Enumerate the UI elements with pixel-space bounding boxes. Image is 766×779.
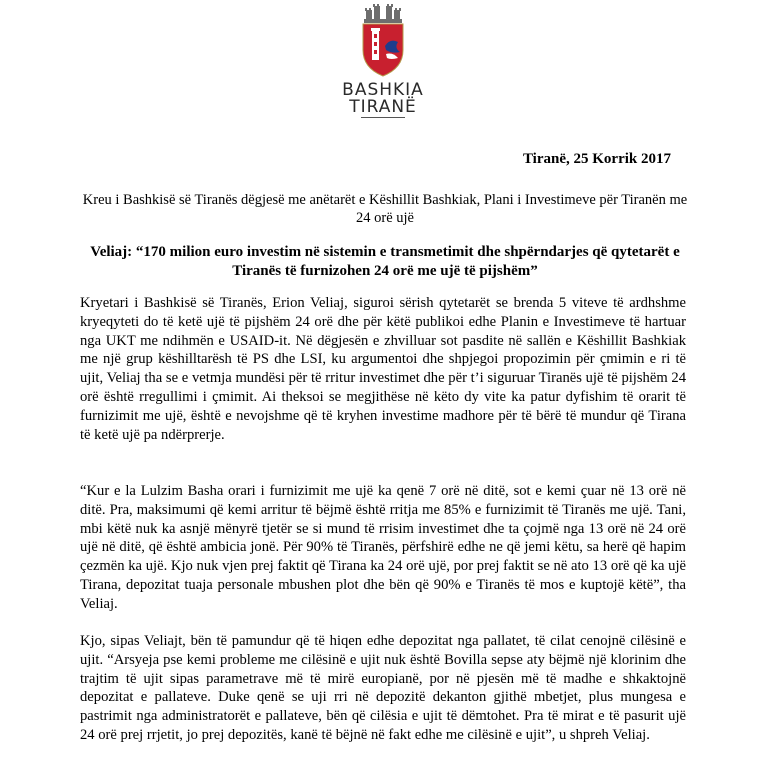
org-name-line1: BASHKIA	[342, 80, 424, 100]
document-date: Tiranë, 25 Korrik 2017	[522, 151, 671, 167]
body-paragraph: Kjo, sipas Veliajt, bën të pamundur që të hiqen edhe depozitat nga pallatet, të cilat cenojnë cilësinë e ujit. “Arsyeja pse kemi probleme me cilësinë e ujit nuk është Bovilla sepse aty bëjmë një klorinim dhe trajtim të ujit sipas parametrave më të mirë europianë, por në pjesën më të madhe e shkaktojnë depozitat e pallateve. Duke qenë se uji rri në depozitë dekanton gjithë mbetjet, plus mungesa e pastrimit nga administratorët e pallateve, bën që cilësia e ujit të dëmtohet. Pra të mirat e të pasurit ujë 24 orë prej rrjetit, jo prej depozitës, kanë të bëjnë në fakt edhe me cilësinë e ujit”, u shpreh Veliaj.	[80, 633, 686, 743]
letterhead	[0, 0, 766, 125]
body-paragraph: “Kur e la Lulzim Basha orari i furnizimit me ujë ka qenë 7 orë në ditë, sot e kemi çuar në 13 orë në ditë. Pra, maksimumi që kemi arritur të bëjmë është rritja me 85% e furnizimit të Tiranës me ujë. Tani, mbi këtë nuk ka asnjë mënyrë tjetër se si mund të rrisim investimet dhe ta çojmë nga 13 orë në 24 orë ujë në ditë, që është ambicia jonë. Për 90% të Tiranës, përfshirë edhe ne që jemi këtu, sa herë që hapim çezmën ka ujë. Kjo nuk vjen prej faktit që Tirana ka 24 orë ujë, por prej faktit se në ato 13 orë që ka ujë Tirana, depozitat tuaja personale mbushen plot dhe bën që 90% e Tiranës të mos e kuptojë këtë”, tha Veliaj.	[80, 483, 686, 612]
tirana-crest-icon	[358, 2, 408, 80]
document-subtitle: Kreu i Bashkisë së Tiranës dëgjesë me anëtarët e Këshillit Bashkiak, Plani i Investimeve për Tiranën me 24 orë ujë	[82, 192, 688, 226]
body-paragraph: Kryetari i Bashkisë së Tiranës, Erion Veliaj, siguroi sërish qytetarët se brenda 5 viteve të ardhshme kryeqyteti do të ketë ujë të pijshëm 24 orë dhe për këtë publikoi edhe Planin e Investimeve të hartuar nga UKT me ndihmën e USAID-it. Në dëgjesën e zhvilluar sot pasdite në sallën e Këshillit Bashkiak me një grup këshilltarësh të PS dhe LSI, ku argumentoi dhe shpjegoi propozimin për çmimin e ri të ujit, Veliaj tha se e vetmja mundësi për të rritur investimet dhe për t’i siguruar Tiranës ujë të pijshëm 24 orë është rregullimi i çmimit. Ai theksoi se megjithëse në këto dy vite ka patur dyfishim të orarit të furnizimit me ujë, është e nevojshme që të kryhen investime madhore për të bërë të mundur që Tirana të ketë ujë pa ndërprerje.	[80, 295, 686, 443]
document-headline: Veliaj: “170 milion euro investim në sistemin e transmetimit dhe shpërndarjes që qytetarët e Tiranës të furnizohen 24 orë me ujë të pijshëm”	[90, 244, 680, 279]
letterhead-divider	[361, 117, 405, 118]
org-name-line2: TIRANË	[349, 97, 417, 117]
